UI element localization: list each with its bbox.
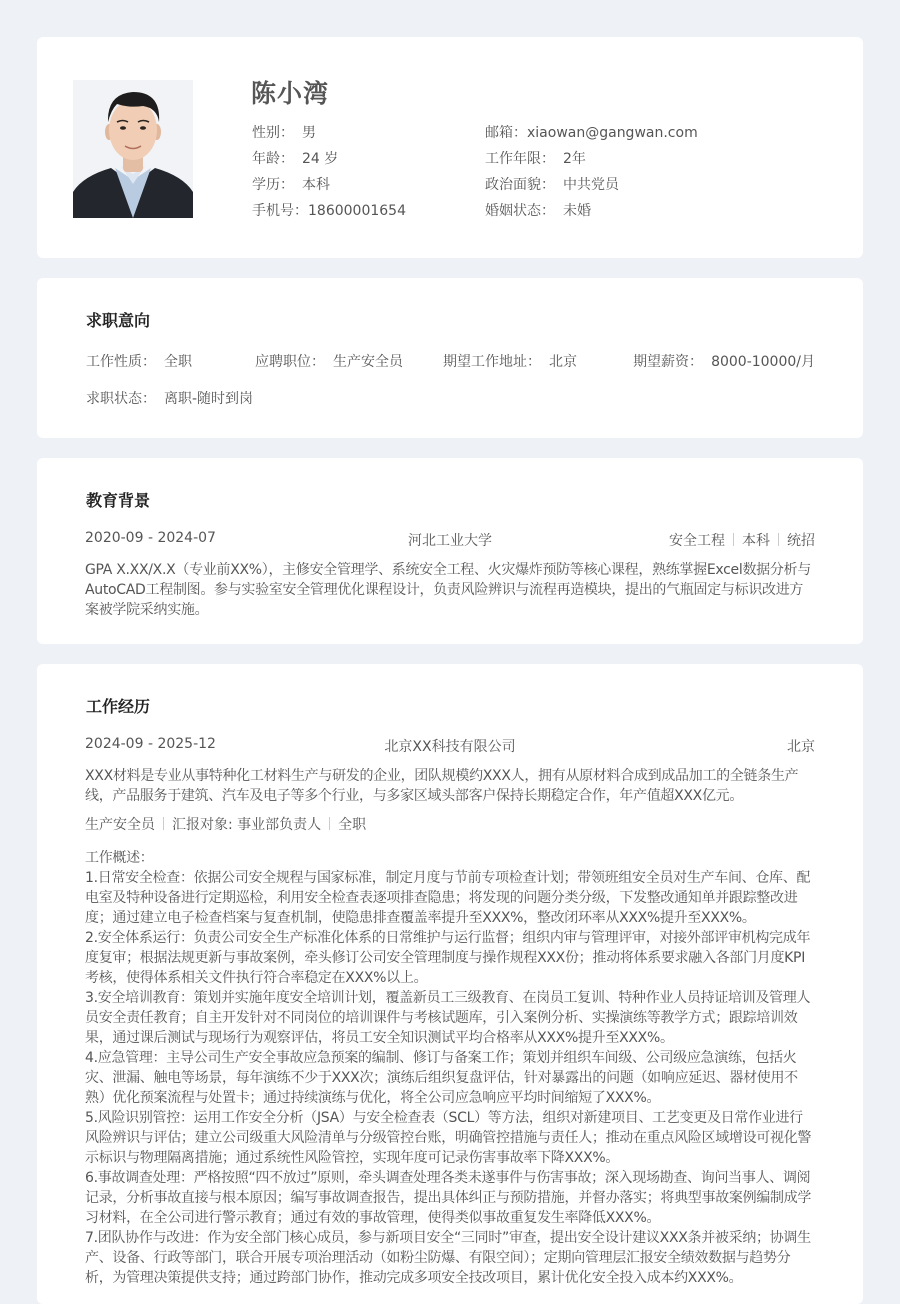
position-item	[255, 351, 403, 371]
salary-item	[633, 351, 815, 371]
divider	[733, 533, 734, 546]
education-period: 2020-09 - 2024-07	[85, 530, 216, 546]
degree-tag: 本科	[742, 533, 770, 549]
education-title: 教育背景	[86, 491, 151, 510]
marital-row	[485, 200, 591, 220]
phone-value: 18600001654	[308, 203, 406, 219]
politics-label: 政治面貌：	[485, 177, 555, 193]
politics-row	[485, 174, 619, 194]
company-intro: XXX材料是专业从事特种化工材料生产与研发的企业，团队规模约XXX人，拥有从原材料合成到成品加工的全链条生产线，产品服务于建筑、汽车及电子等多个行业，与多家区域头部客户保持长期稳定合作，年产值超XXX亿元。	[85, 768, 799, 804]
overview-label: 工作概述：	[85, 850, 154, 866]
divider	[163, 817, 164, 830]
gender-value: 男	[302, 125, 316, 141]
avatar-photo-icon	[73, 80, 193, 218]
marital-value: 未婚	[563, 203, 591, 219]
duty-item: 2.安全体系运行：负责公司安全生产标准化体系的日常维护与运行监督；组织内审与管理评审，对接外部评审机构完成年度复审；根据法规更新与事故案例，牵头修订公司安全管理制度与操作规程XXX份；推动将体系要求融入各部门月度KPI考核，使得体系相关文件执行符合率稳定在XXX%以上。	[85, 930, 811, 986]
divider	[329, 817, 330, 830]
work-period: 2024-09 - 2025-12	[85, 736, 216, 752]
duty-item: 6.事故调查处理：严格按照“四不放过”原则，牵头调查处理各类未遂事件与伤害事故；深入现场勘查、询问当事人、调阅记录，分析事故直接与根本原因；编写事故调查报告，提出具体纠正与预防措施，并督办落实；将典型事故案例编制成学习材料，在全公司进行警示教育；通过有效的事故管理，使得类似事故重复发生率降低XXX%。	[85, 1170, 812, 1226]
age-label: 年龄：	[252, 151, 294, 167]
phone-row	[252, 200, 406, 220]
email-value: xiaowan@gangwan.com	[527, 125, 698, 141]
work-title: 工作经历	[86, 697, 151, 716]
divider	[778, 533, 779, 546]
phone-label: 手机号：	[252, 203, 308, 219]
profile-card	[37, 37, 863, 258]
email-row	[485, 122, 698, 142]
job-type-tag: 全职	[338, 817, 367, 833]
education-tags	[669, 530, 815, 550]
status-item	[86, 388, 253, 408]
company-name: 北京XX科技有限公司	[384, 739, 516, 755]
position-value: 生产安全员	[333, 354, 403, 370]
job-intent-card	[37, 278, 863, 438]
years-label: 工作年限：	[485, 151, 555, 167]
job-type-item	[86, 351, 192, 371]
salary-label: 期望薪资：	[633, 354, 704, 370]
major-tag: 安全工程	[669, 533, 725, 549]
location-value: 北京	[549, 354, 577, 370]
position-label: 应聘职位：	[255, 354, 325, 370]
education-value: 本科	[302, 177, 330, 193]
duty-item: 3.安全培训教育：策划并实施年度安全培训计划，覆盖新员工三级教育、在岗员工复训、特种作业人员持证培训及管理人员安全责任教育；自主开发针对不同岗位的培训课件与考核试题库，引入案例分析、实操演练等教学方式；跟踪培训效果，通过课后测试与现场行为观察评估，将员工安全知识测试平均合格率从XXX%提升至XXX%。	[85, 990, 811, 1046]
age-value: 24 岁	[302, 151, 339, 167]
report-to-tag: 汇报对象: 事业部负责人	[172, 817, 322, 833]
education-row	[252, 174, 330, 194]
duty-item: 1.日常安全检查：依据公司安全规程与国家标准，制定月度与节前专项检查计划；带领班组安全员对生产车间、仓库、配电室及特种设备进行定期巡检，利用安全检查表逐项排查隐患；将发现的问题分类分级，下发整改通知单并跟踪整改进度；通过建立电子检查档案与复查机制，使隐患排查覆盖率提升至XXX%，整改闭环率从XXX%提升至XXX%。	[85, 870, 811, 926]
location-item	[443, 351, 577, 371]
work-tags	[85, 814, 366, 834]
education-description: GPA X.XX/X.X（专业前XX%），主修安全管理学、系统安全工程、火灾爆炸预防等核心课程，熟练掌握Excel数据分析与AutoCAD工程制图。参与实验室安全管理优化课程设计，负责风险辨识与流程再造模块，提出的气瓶固定与标识改进方案被学院采纳实施。	[85, 562, 811, 618]
years-row	[485, 148, 586, 168]
candidate-name: 陈小湾	[251, 79, 330, 108]
work-city: 北京	[787, 739, 815, 755]
politics-value: 中共党员	[563, 177, 619, 193]
duty-item: 4.应急管理：主导公司生产安全事故应急预案的编制、修订与备案工作；策划并组织车间级、公司级应急演练，包括火灾、泄漏、触电等场景，每年演练不少于XXX次；演练后组织复盘评估，针对暴露出的问题（如响应延迟、器材使用不熟）优化预案流程与处置卡；通过持续演练与优化，将全公司应急响应平均时间缩短了XXX%。	[85, 1050, 798, 1106]
gender-row	[252, 122, 316, 142]
location-label: 期望工作地址：	[443, 354, 541, 370]
email-label: 邮箱：	[485, 125, 527, 141]
role-tag: 生产安全员	[85, 817, 155, 833]
school-name: 河北工业大学	[408, 533, 492, 549]
avatar	[73, 80, 193, 218]
duty-item: 7.团队协作与改进：作为安全部门核心成员，参与新项目安全“三同时”审查，提出安全设计建议XXX条并被采纳；协调生产、设备、行政等部门，联合开展专项治理活动（如粉尘防爆、有限空间）；定期向管理层汇报安全绩效数据与趋势分析，为管理决策提供支持；通过跨部门协作，推动完成多项安全技改项目，累计优化安全投入成本约XXX%。	[85, 1230, 811, 1286]
gender-label: 性别：	[252, 125, 294, 141]
marital-label: 婚姻状态：	[485, 203, 555, 219]
education-label: 学历：	[252, 177, 294, 193]
salary-value: 8000-10000/月	[711, 354, 815, 370]
status-value: 离职-随时到岗	[164, 391, 254, 407]
status-label: 求职状态：	[86, 391, 156, 407]
job-intent-title: 求职意向	[86, 311, 151, 330]
work-overview	[85, 848, 815, 1288]
years-value: 2年	[563, 151, 586, 167]
job-type-value: 全职	[164, 354, 192, 370]
work-card	[37, 664, 863, 1304]
job-type-label: 工作性质：	[86, 354, 156, 370]
mode-tag: 统招	[787, 533, 815, 549]
education-card	[37, 458, 863, 644]
duty-item: 5.风险识别管控：运用工作安全分析（JSA）与安全检查表（SCL）等方法，组织对新建项目、工艺变更及日常作业进行风险辨识与评估；建立公司级重大风险清单与分级管控台账，明确管控措施与责任人；推动在重点风险区域增设可视化警示标识与物理隔离措施；通过系统性风险管控，实现年度可记录伤害事故率下降XXX%。	[85, 1110, 812, 1166]
age-row	[252, 148, 338, 168]
